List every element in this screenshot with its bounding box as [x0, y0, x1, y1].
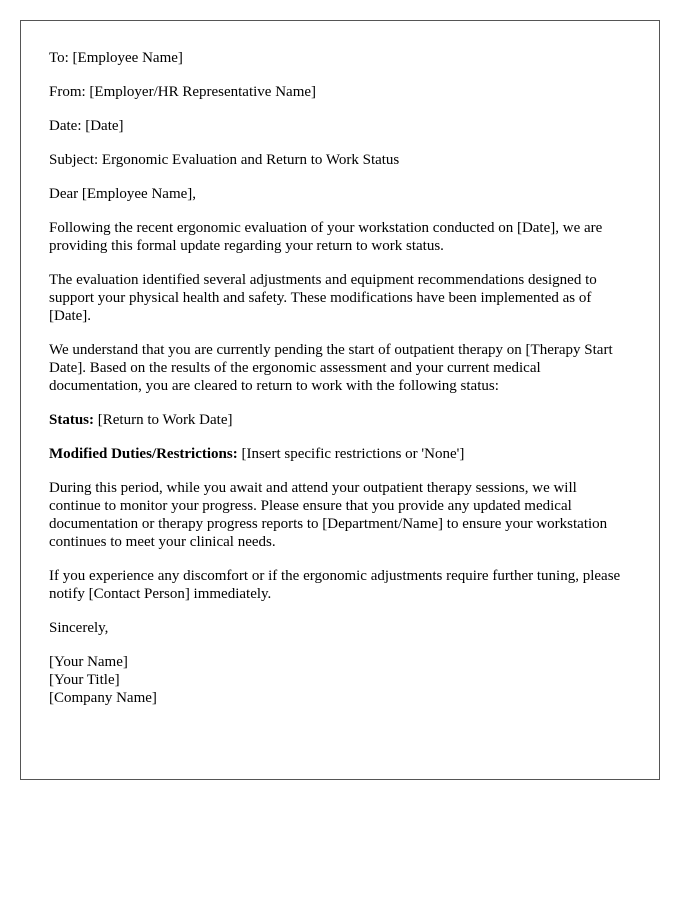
body-paragraph-3: We understand that you are currently pending the start of outpatient therapy on [Therapy Start Date]. Based on the results of the ergonomic assessment and your current medical documentation, you are cleared to return to work with the following status:	[49, 342, 613, 394]
status-line	[49, 411, 631, 429]
body-paragraph-4: During this period, while you await and attend your outpatient therapy sessions, we will continue to monitor your progress. Please ensure that you provide any updated medical documentation or therapy progress reports to [Department/Name] to ensure your workstation continues to meet your clinical needs.	[49, 480, 608, 550]
body-paragraph-5: If you experience any discomfort or if the ergonomic adjustments require further tuning, please notify [Contact Person] immediately.	[49, 568, 621, 602]
body-paragraph-1: Following the recent ergonomic evaluation of your workstation conducted on [Date], we are providing this formal update regarding your return to work status.	[49, 220, 603, 254]
signature-block	[49, 653, 631, 707]
from-line: From: [Employer/HR Representative Name]	[49, 84, 317, 100]
greeting: Dear [Employee Name],	[49, 186, 197, 202]
letter-document	[20, 20, 660, 780]
duties-line	[49, 445, 631, 463]
signature-title: [Your Title]	[49, 672, 120, 688]
closing: Sincerely,	[49, 620, 109, 636]
signature-name: [Your Name]	[49, 654, 128, 670]
duties-value: [Insert specific restrictions or 'None']	[237, 446, 465, 462]
subject-line: Subject: Ergonomic Evaluation and Return to Work Status	[49, 152, 400, 168]
duties-label: Modified Duties/Restrictions:	[49, 446, 238, 462]
to-line: To: [Employee Name]	[49, 50, 183, 66]
date-line: Date: [Date]	[49, 118, 124, 134]
signature-company: [Company Name]	[49, 690, 157, 706]
body-paragraph-2: The evaluation identified several adjustments and equipment recommendations designed to support your physical health and safety. These modifications have been implemented as of [Date].	[49, 272, 597, 324]
status-value: [Return to Work Date]	[94, 412, 233, 428]
status-label: Status:	[49, 412, 95, 428]
